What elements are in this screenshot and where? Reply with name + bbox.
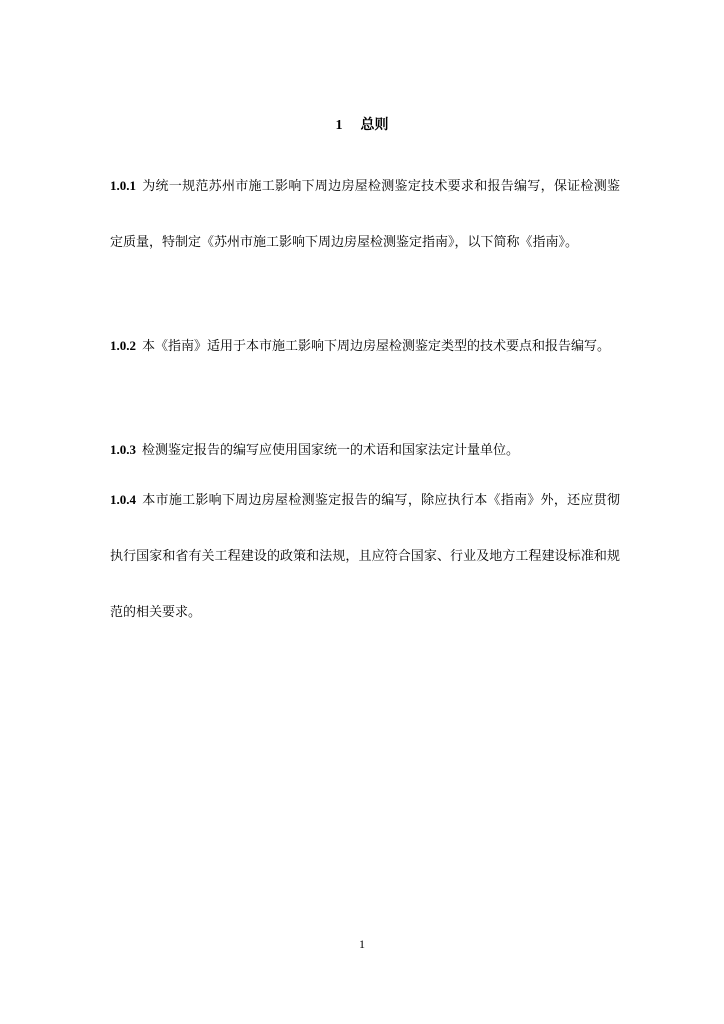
page-number: 1 [359,937,365,951]
clause-1-0-4 [110,472,620,641]
clause-number: 1.0.2 [110,338,136,353]
clause-1-0-1 [110,158,620,271]
clause-number: 1.0.1 [110,178,136,193]
clause-number: 1.0.4 [110,492,136,507]
clause-text: 检测鉴定报告的编写应使用国家统一的术语和国家法定计量单位。 [142,443,520,458]
clause-text: 为统一规范苏州市施工影响下周边房屋检测鉴定技术要求和报告编写，保证检测鉴定质量，特制定《苏州市施工影响下周边房屋检测鉴定指南》，以下简称《指南》。 [110,179,620,250]
section-number: 1 [335,118,343,133]
section-heading [0,115,724,136]
clause-text: 本《指南》适用于本市施工影响下周边房屋检测鉴定类型的技术要点和报告编写。 [142,339,611,354]
clause-1-0-2 [110,318,620,375]
clause-number: 1.0.3 [110,442,136,457]
clause-text: 本市施工影响下周边房屋检测鉴定报告的编写，除应执行本《指南》外，还应贯彻执行国家和省有关工程建设的政策和法规，且应符合国家、行业及地方工程建设标准和规范的相关要求。 [110,493,620,620]
section-title: 总则 [360,117,389,133]
clause-1-0-3 [110,422,620,479]
